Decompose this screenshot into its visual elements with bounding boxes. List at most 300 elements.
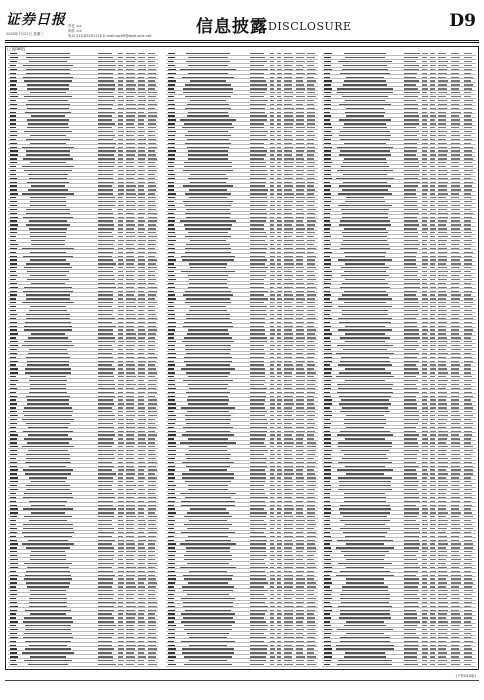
table-cell (277, 617, 281, 618)
table-cell (277, 563, 282, 564)
table-cell (464, 403, 472, 404)
table-cell (464, 77, 473, 78)
table-cell (118, 279, 123, 280)
table-cell (138, 77, 144, 78)
table-cell (464, 154, 472, 155)
table-cell (324, 598, 332, 599)
table-cell (438, 364, 446, 365)
table-cell (451, 664, 460, 665)
table-cell (28, 353, 68, 354)
table-cell (118, 450, 124, 451)
table-cell (270, 399, 275, 400)
table-cell (451, 617, 461, 618)
table-cell (10, 633, 17, 634)
table-cell (126, 516, 136, 517)
table-cell (422, 201, 428, 202)
table-cell (339, 135, 391, 136)
table-cell (138, 345, 145, 346)
table-cell (296, 69, 303, 70)
table-cell (10, 571, 16, 572)
table-cell (451, 65, 459, 66)
table-cell (187, 147, 229, 148)
table-cell (422, 423, 427, 424)
table-cell (430, 528, 435, 529)
table-cell (277, 505, 281, 506)
table-cell (451, 259, 460, 260)
table-cell (10, 154, 18, 155)
table-cell (148, 625, 156, 626)
table-cell (118, 652, 123, 653)
table-cell (250, 232, 266, 233)
table-cell (464, 158, 473, 159)
table-cell (10, 462, 17, 463)
table-cell (307, 314, 315, 315)
table-cell (430, 92, 436, 93)
table-cell (451, 147, 460, 148)
table-cell (284, 637, 294, 638)
table-cell (422, 403, 427, 404)
table-cell (277, 193, 282, 194)
table-cell (422, 57, 427, 58)
table-cell (98, 182, 114, 183)
table-cell (10, 318, 16, 319)
table-cell (126, 228, 134, 229)
table-cell (270, 333, 275, 334)
table-cell (126, 396, 134, 397)
table-cell (324, 213, 330, 214)
table-cell (98, 131, 113, 132)
table-cell (430, 454, 435, 455)
table-cell (277, 571, 281, 572)
table-cell (451, 333, 459, 334)
table-cell (284, 547, 292, 548)
table-cell (422, 376, 427, 377)
table-cell (438, 497, 446, 498)
table-cell (190, 174, 227, 175)
table-cell (284, 388, 292, 389)
table-cell (250, 220, 266, 221)
table-cell (341, 399, 389, 400)
table-cell (430, 415, 435, 416)
table-cell (339, 396, 392, 397)
table-cell (183, 602, 233, 603)
table-cell (118, 540, 124, 541)
table-cell (277, 403, 281, 404)
table-cell (25, 112, 72, 113)
table-cell (343, 240, 387, 241)
table-cell (148, 594, 155, 595)
table-cell (422, 660, 427, 661)
table-cell (148, 326, 156, 327)
table-cell (438, 84, 447, 85)
table-cell (29, 645, 67, 646)
table-cell (307, 547, 316, 548)
table-cell (277, 329, 281, 330)
table-cell (148, 602, 157, 603)
table-cell (98, 489, 112, 490)
table-cell (277, 267, 282, 268)
table-cell (277, 205, 281, 206)
table-cell (296, 477, 304, 478)
table-cell (118, 571, 124, 572)
table-cell (10, 240, 16, 241)
table-cell (307, 575, 314, 576)
table-cell (343, 532, 386, 533)
table-cell (296, 540, 304, 541)
table-cell (438, 88, 447, 89)
table-cell (404, 399, 416, 400)
table-cell (324, 326, 331, 327)
table-cell (430, 294, 435, 295)
table-cell (22, 532, 73, 533)
table-cell (430, 485, 436, 486)
table-cell (277, 65, 281, 66)
table-cell (404, 283, 420, 284)
table-cell (451, 123, 460, 124)
table-cell (10, 660, 16, 661)
table-cell (138, 283, 146, 284)
table-cell (168, 256, 174, 257)
table-cell (98, 143, 116, 144)
table-cell (438, 337, 447, 338)
table-cell (98, 462, 112, 463)
table-cell (324, 505, 331, 506)
table-cell (284, 403, 294, 404)
table-cell (296, 224, 304, 225)
table-cell (438, 524, 447, 525)
table-cell (404, 602, 418, 603)
table-cell (277, 469, 282, 470)
table-cell (186, 217, 230, 218)
table-cell (26, 396, 69, 397)
table-cell (98, 442, 114, 443)
table-cell (422, 275, 427, 276)
table-cell (340, 411, 389, 412)
table-cell (296, 322, 304, 323)
table-cell (345, 368, 385, 369)
table-cell (464, 501, 471, 502)
table-cell (250, 361, 264, 362)
table-cell (430, 291, 436, 292)
table-cell (338, 193, 393, 194)
table-cell (148, 633, 156, 634)
table-cell (296, 357, 304, 358)
table-cell (168, 209, 176, 210)
table-cell (451, 442, 460, 443)
table-cell (168, 349, 175, 350)
table-cell (138, 469, 144, 470)
table-cell (422, 147, 428, 148)
table-cell (98, 660, 113, 661)
table-cell (324, 621, 330, 622)
table-cell (118, 520, 123, 521)
table-cell (307, 446, 316, 447)
table-cell (10, 92, 17, 93)
table-cell (451, 166, 459, 167)
table-cell (168, 392, 175, 393)
table-cell (422, 259, 428, 260)
table-cell (284, 112, 293, 113)
table-cell (29, 228, 67, 229)
table-cell (168, 158, 175, 159)
table-cell (118, 283, 123, 284)
table-cell (250, 139, 268, 140)
table-cell (430, 516, 435, 517)
table-cell (438, 633, 447, 634)
table-cell (250, 559, 264, 560)
table-cell (148, 563, 157, 564)
table-cell (340, 613, 391, 614)
table-cell (296, 100, 305, 101)
table-cell (464, 197, 471, 198)
table-cell (422, 361, 427, 362)
table-cell (451, 80, 460, 81)
table-cell (464, 143, 471, 144)
table-cell (138, 61, 145, 62)
table-cell (270, 127, 274, 128)
table-cell (126, 287, 134, 288)
table-cell (24, 516, 72, 517)
table-cell (277, 104, 282, 105)
table-cell (404, 139, 419, 140)
table-cell (98, 613, 112, 614)
table-cell (10, 302, 16, 303)
table-cell (296, 645, 304, 646)
table-cell (270, 119, 274, 120)
table-cell (118, 329, 123, 330)
table-cell (126, 310, 134, 311)
table-cell (422, 648, 428, 649)
table-cell (404, 306, 420, 307)
table-cell (438, 271, 448, 272)
table-cell (270, 645, 274, 646)
table-cell (148, 217, 157, 218)
table-cell (277, 633, 281, 634)
table-cell (284, 302, 292, 303)
table-cell (438, 407, 447, 408)
table-cell (118, 115, 123, 116)
table-cell (31, 240, 65, 241)
table-cell (126, 489, 134, 490)
table-cell (24, 287, 72, 288)
table-cell (138, 84, 145, 85)
table-cell (250, 287, 264, 288)
table-cell (184, 357, 233, 358)
table-cell (307, 158, 314, 159)
table-cell (10, 232, 17, 233)
table-cell (324, 244, 331, 245)
table-cell (270, 485, 275, 486)
table-cell (168, 469, 175, 470)
table-cell (126, 602, 135, 603)
table-cell (185, 349, 230, 350)
table-cell (451, 263, 461, 264)
table-cell (148, 423, 155, 424)
table-cell (451, 516, 459, 517)
table-cell (148, 664, 157, 665)
table-cell (284, 209, 292, 210)
table-cell (148, 283, 155, 284)
table-cell (464, 263, 472, 264)
table-cell (324, 108, 331, 109)
table-cell (270, 357, 274, 358)
table-cell (168, 602, 174, 603)
table-cell (404, 96, 418, 97)
table-cell (464, 438, 471, 439)
table-cell (430, 598, 436, 599)
table-cell (168, 275, 175, 276)
table-cell (464, 92, 471, 93)
table-cell (118, 322, 123, 323)
table-cell (277, 314, 282, 315)
table-cell (464, 115, 471, 116)
table-cell (404, 664, 418, 665)
table-cell (404, 88, 418, 89)
table-cell (307, 189, 315, 190)
table-cell (118, 127, 123, 128)
table-cell (464, 372, 471, 373)
table-cell (10, 508, 18, 509)
table-cell (138, 353, 144, 354)
table-cell (464, 108, 472, 109)
table-cell (270, 279, 274, 280)
table-cell (430, 263, 435, 264)
table-cell (118, 341, 124, 342)
table-cell (346, 578, 384, 579)
table-cell (138, 100, 146, 101)
table-cell (118, 306, 124, 307)
table-cell (464, 345, 472, 346)
table-cell (148, 77, 156, 78)
table-cell (270, 590, 274, 591)
table-cell (118, 602, 123, 603)
table-cell (430, 520, 436, 521)
table-cell (324, 69, 332, 70)
table-cell (138, 341, 145, 342)
table-cell (277, 220, 282, 221)
table-cell (422, 100, 427, 101)
table-cell (296, 108, 304, 109)
table-cell (185, 291, 230, 292)
table-cell (422, 77, 427, 78)
table-cell (148, 543, 155, 544)
table-cell (277, 294, 281, 295)
table-cell (10, 337, 16, 338)
table-cell (296, 508, 303, 509)
table-cell (451, 384, 459, 385)
table-cell (451, 388, 460, 389)
table-cell (284, 563, 294, 564)
table-cell (438, 501, 446, 502)
table-cell (464, 57, 472, 58)
table-cell (324, 434, 331, 435)
table-cell (422, 154, 427, 155)
table-cell (126, 333, 136, 334)
table-cell (284, 396, 293, 397)
table-cell (148, 205, 156, 206)
table-cell (404, 271, 418, 272)
table-cell (464, 271, 471, 272)
table-cell (307, 357, 314, 358)
table-cell (430, 466, 435, 467)
table-cell (98, 555, 114, 556)
table-cell (98, 652, 112, 653)
table-cell (98, 353, 112, 354)
table-cell (10, 641, 16, 642)
table-cell (168, 345, 175, 346)
table-cell (126, 275, 134, 276)
table-cell (185, 96, 230, 97)
table-cell (10, 610, 17, 611)
table-cell (98, 310, 113, 311)
table-cell (98, 232, 112, 233)
table-cell (250, 508, 264, 509)
table-cell (451, 547, 460, 548)
table-cell (148, 567, 155, 568)
table-cell (284, 458, 293, 459)
table-cell (324, 65, 331, 66)
table-cell (10, 364, 16, 365)
table-cell (118, 497, 124, 498)
table-cell (324, 337, 330, 338)
table-cell (430, 540, 436, 541)
table-cell (126, 637, 134, 638)
table-cell (464, 275, 471, 276)
table-cell (324, 115, 331, 116)
table-cell (422, 516, 427, 517)
table-cell (422, 302, 428, 303)
table-cell (118, 69, 123, 70)
table-cell (148, 559, 155, 560)
table-cell (464, 127, 472, 128)
table-cell (438, 92, 447, 93)
table-cell (296, 115, 304, 116)
table-cell (26, 571, 69, 572)
table-cell (307, 217, 315, 218)
table-cell (451, 648, 459, 649)
table-cell (118, 228, 123, 229)
table-cell (26, 150, 70, 151)
table-cell (10, 61, 17, 62)
table-cell (430, 497, 435, 498)
table-cell (404, 112, 418, 113)
table-cell (118, 637, 124, 638)
table-cell (464, 516, 473, 517)
table-cell (307, 462, 316, 463)
table-cell (324, 318, 332, 319)
table-cell (464, 384, 471, 385)
table-cell (307, 481, 316, 482)
table-cell (148, 73, 156, 74)
table-cell (126, 442, 135, 443)
table-cell (118, 170, 124, 171)
table-cell (430, 158, 435, 159)
table-cell (438, 442, 446, 443)
table-cell (430, 322, 435, 323)
table-cell (270, 143, 274, 144)
table-cell (98, 283, 115, 284)
table-cell (324, 442, 331, 443)
table-cell (118, 462, 123, 463)
table-cell (324, 228, 330, 229)
table-cell (324, 236, 331, 237)
table-cell (277, 399, 282, 400)
table-cell (31, 551, 65, 552)
table-cell (430, 182, 436, 183)
table-cell (98, 341, 115, 342)
table-cell (296, 220, 303, 221)
table-cell (23, 411, 74, 412)
